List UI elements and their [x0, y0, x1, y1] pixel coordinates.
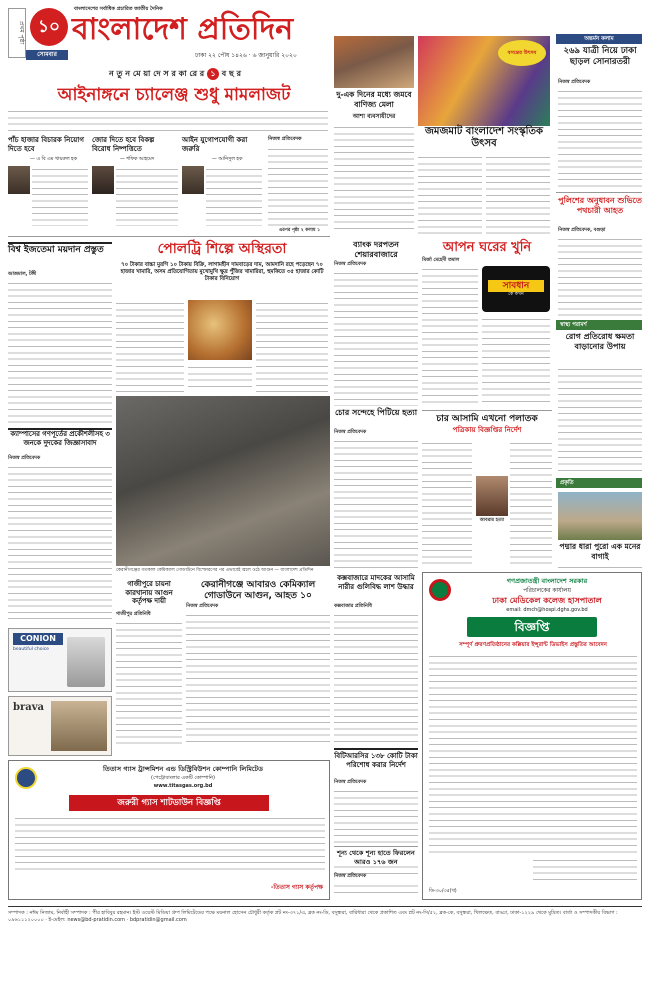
- zero-title-visible: শূন্য থেকে শূন্য হাতে ফিরলেন আরও ১৭৬ জন: [334, 846, 418, 866]
- government-strip: [30, 68, 320, 82]
- ijtema-box: [8, 242, 112, 258]
- right-column-header: অন্তর্মন কলাম: [556, 34, 642, 44]
- lead-col4-text: [268, 146, 328, 226]
- fire-photo: [116, 396, 330, 566]
- lead-col1-text: [32, 166, 88, 226]
- accused-title: চার আসামি এখনো পলাতক: [436, 414, 538, 424]
- gov-title: গণপ্রজাতন্ত্রী বাংলাদেশ সরকার: [506, 577, 588, 585]
- drugs-text: [334, 612, 418, 744]
- fair-subtitle: আশা ব্যবসায়ীদের: [352, 113, 396, 120]
- campus-title: ক্যাম্পাসের গণপূর্তের প্রকৌশলীসহ ৩ জনকে দুদকের জিজ্ঞাসাবাদ: [10, 430, 110, 447]
- accused-subtitle: পত্রিকায় বিজ্ঞপ্তির নির্দেশ: [452, 426, 522, 434]
- share-byline: নিজস্ব প্রতিবেদক: [334, 262, 367, 267]
- nature-header: প্রকৃতি: [556, 478, 642, 488]
- right-story3-title: রোগ প্রতিরোধ ক্ষমতা বাড়ানোর উপায়: [565, 332, 635, 351]
- garment-byline: গাজীপুর প্রতিনিধি: [116, 612, 151, 617]
- lead-headline: আইনাঙ্গনে চ্যালেঞ্জ শুধু মামলাজট: [57, 85, 291, 105]
- right-story2-text: [558, 236, 642, 316]
- right-story1-title: ২৬৯ যাত্রী নিয়ে ঢাকা ছাড়ল সোনারতরী: [563, 46, 637, 67]
- dateline: ঢাকা ২২ পৌষ ১৪২৬ · ৬ জানুয়ারি ২০২০: [195, 52, 297, 59]
- lead-col3-author: — আনিসুল হক: [212, 157, 243, 162]
- culture-title-box: [418, 126, 550, 150]
- lead-col4-byline: নিজস্ব প্রতিবেদক: [268, 136, 302, 142]
- brava-logo: brava: [13, 702, 45, 713]
- abrar-photo: [476, 476, 508, 516]
- lead-col1-title: পাঁচ হাজার বিচারক নিয়োগ দিতে হবে: [8, 136, 84, 153]
- culture-title: জমজমাট বাংলাদেশ সংস্কৃতিক উৎসব: [424, 126, 544, 149]
- anniversary-logo: ১০: [30, 8, 68, 46]
- poultry-text-3: [188, 364, 252, 392]
- right-story3-text: [558, 366, 642, 474]
- judge-photo-1: [8, 166, 30, 194]
- right-story4-title: পদ্মার ধারা পুরো এক মনের বাগাই: [559, 542, 641, 561]
- abrar-caption: আবরার হত্যা: [479, 518, 505, 523]
- gov-subject: সম্পূর্ণ প্রুরণপ্রতিষ্ঠানের কল্লিয়ার ইন্সুরান্ট ডিভাইস প্রস্তুতির আবেদন: [458, 642, 608, 648]
- drugs-title: কক্সবাজারে মাদকের আসামি নারীর গুলিবিদ্ধ লাশ উদ্ধার: [337, 574, 415, 591]
- gov-office: পরিচালকের কার্যালয়: [523, 588, 571, 594]
- campus-text: [8, 464, 112, 622]
- government-tail: ব ছ র: [221, 69, 242, 78]
- murder-badge-sub: কে কখন: [508, 292, 524, 297]
- brava-product: [51, 701, 107, 751]
- zero-byline: নিজস্ব প্রতিবেদক: [334, 874, 418, 881]
- divider: [422, 410, 552, 411]
- conion-ad: [8, 628, 112, 692]
- btrc-title: বিটিআরসির ১৩৮ কোটি টাকা পরিশোধ করার নির্দেশ: [334, 748, 418, 770]
- fire-byline: নিজস্ব প্রতিবেদক: [186, 604, 219, 609]
- gov-notice-ad: [422, 572, 642, 900]
- government-line: ন তু ন মে য়া দে স র কা রে র: [108, 69, 205, 78]
- ijtema-byline: আজমাল, টঙ্গী: [8, 272, 37, 277]
- conion-sub: beautiful choice: [13, 647, 49, 652]
- culture-text-2: [486, 154, 550, 234]
- footer-rule: [8, 906, 642, 907]
- drugs-byline: কক্সবাজার প্রতিনিধি: [334, 604, 372, 609]
- ijtema-text: [8, 280, 112, 426]
- murder-text-1: [422, 266, 478, 406]
- titas-notice: জরুরী গ্যাস শাটডাউন বিজ্ঞপ্তি: [69, 795, 269, 811]
- culture-badge: বসন্তের উৎসব: [498, 40, 546, 66]
- murder-badge: [482, 266, 550, 312]
- cash-byline: নিজস্ব প্রতিবেদক: [334, 430, 367, 435]
- titas-sub: (পেট্রোবাংলার একটি কোম্পানি): [151, 775, 215, 781]
- gov-email: email: dmch@hospi.dghs.gov.bd: [506, 607, 588, 613]
- poultry-text-1: [116, 300, 184, 392]
- titas-sign: -তিতাস গ্যাস কর্তৃপক্ষ: [270, 884, 323, 892]
- titas-body: [15, 815, 325, 871]
- section-badge: প্রথম পৃষ্ঠা: [8, 8, 26, 58]
- gov-body: [429, 653, 637, 853]
- garment-text: [116, 620, 182, 744]
- government-number: ১: [207, 68, 219, 80]
- poultry-photo: [188, 300, 252, 360]
- culture-text-1: [418, 154, 482, 234]
- right-story1-byline: নিজস্ব প্রতিবেদক: [558, 80, 591, 85]
- lead-col2-author: — শফিক আহমেদ: [120, 157, 155, 162]
- judge-photo-3: [182, 166, 204, 194]
- lead-col3-title: আইন যুগোপযোগী করা জরুরি: [182, 136, 248, 153]
- fire-photo-caption: কেরানীগঞ্জের গতকাল কেমিক্যাল গোডাউনে বিস্ফোরণের পর এভাবেই জ্বলে ওঠে আগুন — বাংলাদেশ প্রতিদিন: [116, 568, 314, 573]
- brava-ad: [8, 696, 112, 756]
- accused-text-1: [422, 440, 472, 568]
- garment-title: গাজীপুরে চায়না কারখানায় আগুন কর্তৃপক্ষ দায়ী: [125, 580, 173, 605]
- ijtema-title: বিশ্ব ইজতেমা ময়দান প্রস্তুত: [8, 245, 104, 255]
- conion-product: [67, 637, 105, 687]
- murder-byline: মির্জা মেহেদী তমাল: [422, 258, 460, 263]
- cash-title: চোর সন্দেহে পিটিয়ে হত্যা: [334, 408, 418, 417]
- right-story2-title: পুলিশের অনুধাবন শুভিতে পথচারী আহত: [558, 196, 642, 215]
- right-story1-text: [558, 88, 642, 188]
- murder-badge-title: সাবধান: [488, 280, 544, 292]
- fire-title: কেরানীগঞ্জে আবারও কেমিক্যাল গোডাউনে আগুন, আহত ১০: [200, 580, 316, 601]
- btrc-text: [334, 788, 418, 898]
- fair-text: [334, 124, 414, 234]
- poultry-subtitle: ৭০ টাকার বাচ্চা মুরগি ১০ টাকায় বিক্রি, লাগামহীন দামবাড়ের দাম, আমদানি রহে পড়েছেন ৭০ হাজার খামারি, অসম প্রতিযোগিতায় মুখোমুখি ক্ষুদ্র পুঁজির খামারিরা, হুমকিতে ৩৫ হাজার কোটি টাকার বিনিয়োগ: [120, 262, 324, 282]
- health-header: স্বাস্থ্য পরামর্শ: [556, 320, 642, 330]
- divider: [8, 236, 330, 237]
- titas-logo: [15, 767, 37, 789]
- lead-col2-title: জোর দিতে হবে বিকল্প বিরোধ নিষ্পত্তিতে: [92, 136, 155, 153]
- lead-col2-text: [116, 166, 178, 226]
- river-photo: [558, 492, 642, 540]
- titas-web: www.titasgas.org.bd: [153, 783, 213, 789]
- fire-text: [186, 612, 330, 744]
- masthead-tagline: বাংলাদেশের সর্বাধিক প্রচারিত জাতীয় দৈনিক: [74, 6, 163, 12]
- accused-text-2: [510, 440, 552, 568]
- poultry-text-2: [256, 300, 328, 392]
- right-story2-byline: নিজস্ব প্রতিবেদক, বগুড়া: [558, 228, 606, 233]
- gov-ref: ডি-৩০/৩৫(খ): [429, 889, 457, 894]
- divider: [556, 192, 642, 193]
- day-label: সোমবার: [26, 50, 68, 60]
- fair-photo: [334, 36, 414, 88]
- campus-box: [8, 428, 112, 447]
- judge-photo-2: [92, 166, 114, 194]
- lead-continued: এরপর পৃষ্ঠা ২ কলাম ১: [278, 228, 320, 233]
- lead-col1-author: — এ বি এম খায়রুল হক: [30, 157, 77, 162]
- lead-col3-text: [206, 166, 262, 226]
- gov-notice-title: বিজ্ঞপ্তি: [467, 617, 597, 637]
- gov-logo: [429, 579, 451, 601]
- campus-byline: নিজস্ব প্রতিবেদক: [8, 456, 41, 461]
- gov-hospital: ঢাকা মেডিকেল কলেজ হাসপাতাল: [492, 596, 602, 605]
- cash-text: [334, 438, 418, 568]
- share-title: ব্যাংক দরপতন শেয়ারবাজারে: [353, 240, 399, 259]
- gov-signature: [533, 857, 637, 883]
- btrc-byline: নিজস্ব প্রতিবেদক: [334, 780, 367, 785]
- murder-text-2: [482, 316, 550, 406]
- titas-title: তিতাস গ্যাস ট্রান্সমিশন এন্ড ডিস্ট্রিবিউশন কোম্পানি লিমিটেড: [103, 765, 263, 773]
- titas-ad: [8, 760, 330, 900]
- conion-logo: CONION: [13, 633, 63, 645]
- newspaper-name: বাংলাদেশ প্রতিদিন: [72, 12, 294, 47]
- murder-title: আপন ঘরের খুনি: [442, 240, 532, 255]
- lead-intro-text: [8, 108, 328, 134]
- poultry-title: পোলট্রি শিল্পে অস্থিরতা: [157, 241, 287, 257]
- fair-title: দু-এক দিনের মধ্যে জমবে বাণিজ্য মেলা: [336, 90, 412, 109]
- footer-imprint: সম্পাদক : নঈম নিজাম, নির্বাহী সম্পাদক : পীর হাবিবুর রহমান। ইস্ট ওয়েস্ট মিডিয়া গ্রুপ লিমিটেডের পক্ষে ময়নাল হোসেন চৌধুরী কর্তৃক প্লট নং-৩৭১/এ, ব্লক নং-ডি, বসুন্ধরা, বারিধারা থেকে প্রকাশিত এবং প্লট নং-সি/৫২, ব্লক-কে, বসুন্ধরা, খিলক্ষেত, বাড্ডা, ঢাকা-১২২৯ থেকে মুদ্রিত। বার্তা ও সম্পাদকীয় বিভাগ : ০৯৬১১১২০০০০ · ই-মেইল: news@bd-pratidin.com · bdpratidin@gmail.com: [8, 910, 618, 923]
- share-text: [334, 270, 418, 406]
